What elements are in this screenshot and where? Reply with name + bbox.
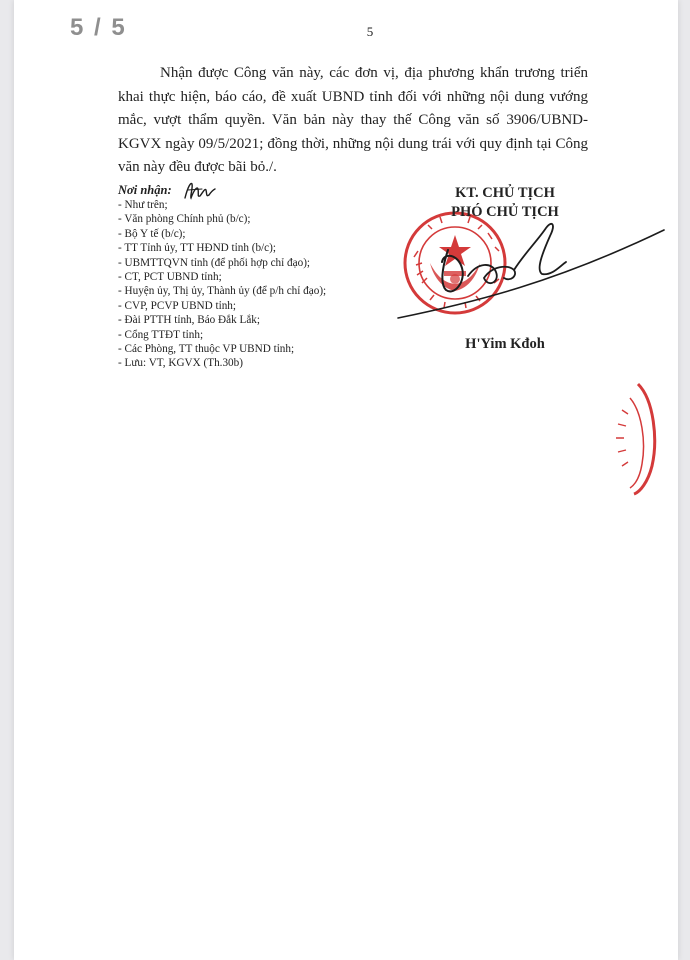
- signature-title-line1: KT. CHỦ TỊCH: [455, 185, 555, 201]
- recipient-item: - Các Phòng, TT thuộc VP UBND tỉnh;: [118, 343, 295, 356]
- recipient-item: - CVP, PCVP UBND tỉnh;: [118, 299, 237, 312]
- page-number: 5: [366, 24, 374, 39]
- recipient-item: - CT, PCT UBND tỉnh;: [118, 271, 222, 284]
- signer-name: H'Yim Kđoh: [465, 336, 545, 352]
- recipients-block: [118, 182, 418, 371]
- recipient-item: - Huyện ủy, Thị ủy, Thành ủy (để p/h chỉ đạo);: [118, 285, 327, 298]
- recipient-item: - Văn phòng Chính phủ (b/c);: [118, 213, 251, 226]
- recipient-item: - Đài PTTH tỉnh, Báo Đắk Lắk;: [118, 314, 260, 327]
- partial-seal-icon: [608, 380, 658, 498]
- recipient-item: - Như trên;: [118, 199, 168, 211]
- page-counter: 5 / 5: [70, 14, 127, 41]
- closing-paragraph: Nhận được Công văn này, các đơn vị, địa phương khẩn trương triển khai thực hiện, báo cáo, đề xuất UBND tỉnh đối với những nội dung vướng mắc, vượt thẩm quyền. Văn bản này thay thế Công văn số 3906/UBND-KGVX ngày 09/5/2021; đồng thời, những nội dung trái với quy định tại Công văn này đều được bãi bỏ./.: [118, 65, 588, 175]
- signature-title-line2: PHÓ CHỦ TỊCH: [451, 204, 559, 220]
- handwritten-signature-icon: [396, 210, 666, 325]
- recipients-title: Nơi nhận:: [118, 183, 172, 197]
- recipient-item: - UBMTTQVN tỉnh (để phối hợp chỉ đạo);: [118, 256, 311, 269]
- handwritten-initial-icon: [182, 180, 218, 202]
- recipient-item: - Cổng TTĐT tỉnh;: [118, 328, 204, 341]
- recipients-list: [118, 198, 418, 371]
- recipient-item: - Lưu: VT, KGVX (Th.30b): [118, 357, 243, 370]
- recipient-item: - TT Tỉnh ủy, TT HĐND tỉnh (b/c);: [118, 242, 276, 255]
- recipient-item: - Bộ Y tế (b/c);: [118, 227, 186, 240]
